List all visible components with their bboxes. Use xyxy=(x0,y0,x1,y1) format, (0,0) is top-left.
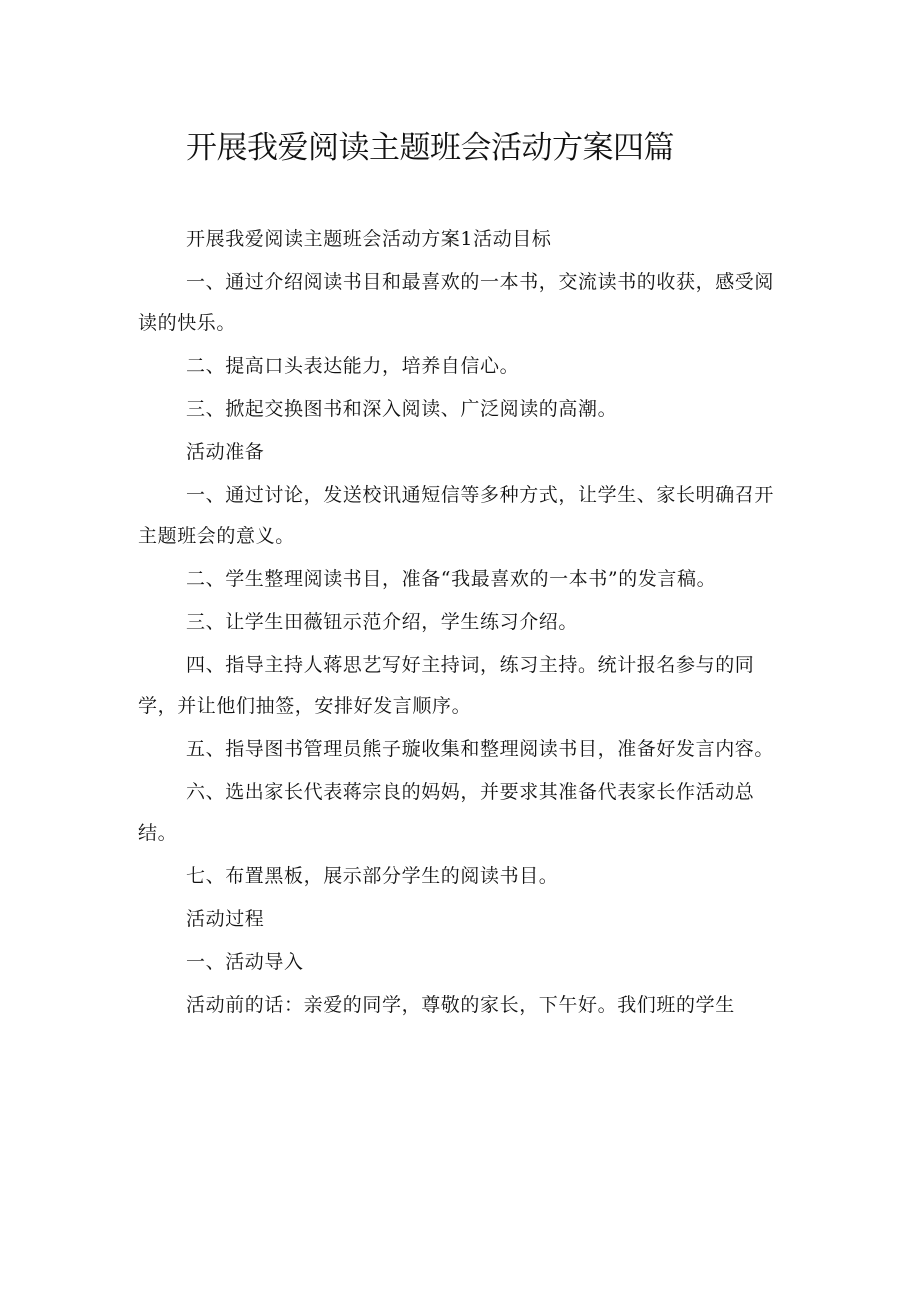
paragraph-plan-heading: 开展我爱阅读主题班会活动方案1活动目标 xyxy=(186,228,552,250)
paragraph-goal-2: 二、提高口头表达能力，培养自信心。 xyxy=(186,355,520,377)
paragraph-prep-7: 七、布置黑板，展示部分学生的阅读书目。 xyxy=(186,865,559,887)
subheading-intro: 一、活动导入 xyxy=(186,951,304,973)
paragraph-prep-5: 五、指导图书管理员熊子璇收集和整理阅读书目，准备好发言内容。 xyxy=(186,738,775,760)
document-body xyxy=(138,219,788,1028)
paragraph-prep-1: 一、通过讨论，发送校讯通短信等多种方式，让学生、家长明确召开主题班会的意义。 xyxy=(138,484,775,547)
paragraph-prep-3: 三、让学生田薇钮示范介绍，学生练习介绍。 xyxy=(186,611,579,633)
section-heading-preparation: 活动准备 xyxy=(186,441,265,463)
section-heading-process: 活动过程 xyxy=(186,908,265,930)
paragraph-goal-1: 一、通过介绍阅读书目和最喜欢的一本书，交流读书的收获，感受阅读的快乐。 xyxy=(138,271,775,334)
paragraph-prep-2: 二、学生整理阅读书目，准备“我最喜欢的一本书”的发言稿。 xyxy=(186,568,717,590)
paragraph-prep-6: 六、选出家长代表蒋宗良的妈妈，并要求其准备代表家长作活动总结。 xyxy=(138,781,755,844)
document-title: 开展我爱阅读主题班会活动方案四篇 xyxy=(186,130,674,166)
paragraph-goal-3: 三、掀起交换图书和深入阅读、广泛阅读的高潮。 xyxy=(186,398,618,420)
paragraph-intro-speech: 活动前的话：亲爱的同学，尊敬的家长，下午好。我们班的学生 xyxy=(186,994,735,1016)
paragraph-prep-4: 四、指导主持人蒋思艺写好主持词，练习主持。统计报名参与的同学，并让他们抽签，安排好发言顺序。 xyxy=(138,654,755,717)
